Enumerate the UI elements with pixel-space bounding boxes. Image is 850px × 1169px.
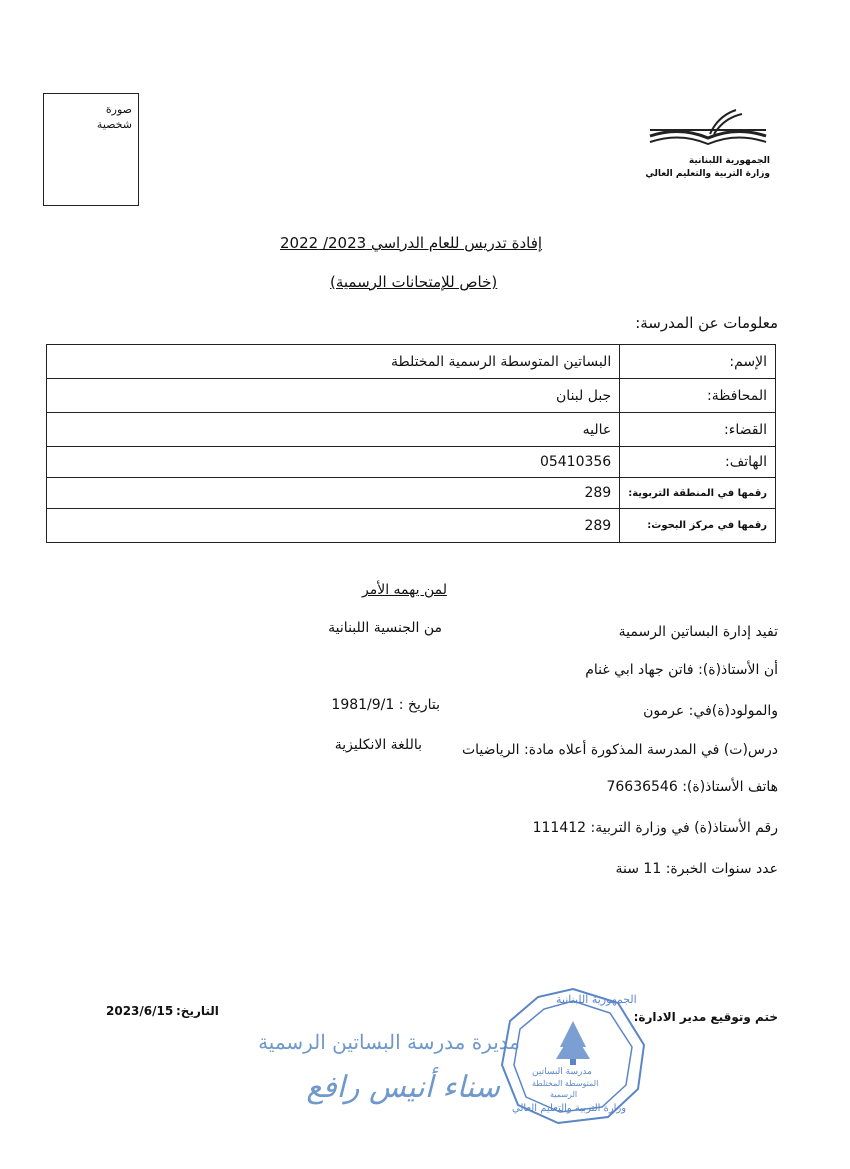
body-line-5: هاتف الأستاذ(ة): 76636546 [606,779,778,795]
school-name-label: الإسم: [620,345,776,379]
research-number-value: 289 [47,509,620,543]
signature-title: مديرة مدرسة البساتين الرسمية [258,1030,520,1054]
table-row [47,478,776,509]
photo-label: صورة شخصية [96,103,132,131]
table-row [47,447,776,478]
body-line-7: عدد سنوات الخبرة: 11 سنة [615,861,778,877]
school-name-value: البساتين المتوسطة الرسمية المختلطة [47,345,620,379]
phone-value: 05410356 [47,447,620,478]
stamp-inner-line-3: الرسمية [550,1090,578,1099]
region-number-label: رقمها في المنطقة التربوية: [620,478,776,509]
date-value: 2023/6/15 [106,1004,174,1018]
district-label: القضاء: [620,413,776,447]
body-line-1b: من الجنسية اللبنانية [328,620,442,636]
date-label: التاريخ: [176,1004,219,1018]
body-line-4a: درس(ت) في المدرسة المذكورة أعلاه مادة: الرياضيات [461,742,778,758]
stamp-outer-bottom: وزارة التربية والتعليم العالي [512,1103,627,1114]
school-info-table [46,344,776,543]
region-number-value: 289 [47,478,620,509]
body-line-3a: والمولود(ة)في: عرمون [643,703,778,719]
document-title: إفادة تدريس للعام الدراسي 2023/ 2022 [280,234,543,252]
table-row [47,509,776,543]
table-row [47,379,776,413]
book-icon [640,108,770,153]
official-stamp [498,985,648,1125]
stamp-signature-label: ختم وتوقيع مدير الادارة: [633,1010,778,1024]
district-value: عاليه [47,413,620,447]
body-line-2: أن الأستاذ(ة): فاتن جهاد ابي غنام [585,662,778,678]
governorate-value: جبل لبنان [47,379,620,413]
to-whom-heading: لمن يهمه الأمر [362,582,447,598]
body-line-6: رقم الأستاذ(ة) في وزارة التربية: 111412 [532,820,778,836]
table-row [47,413,776,447]
document-subtitle: (خاص للإمتحانات الرسمية) [330,273,498,291]
body-line-1a: تفيد إدارة البساتين الرسمية [618,624,778,640]
ministry-logo: الجمهورية اللبنانية وزارة التربية والتعليم العالي [640,108,770,183]
governorate-label: المحافظة: [620,379,776,413]
photo-placeholder [43,93,139,206]
table-row [47,345,776,379]
stamp-inner-line-1: مدرسة البساتين [532,1067,592,1077]
body-line-3b: بتاريخ : 1981/9/1 [331,697,440,713]
phone-label: الهاتف: [620,447,776,478]
stamp-outer-top: الجمهورية اللبنانية [556,993,637,1006]
school-section-title: معلومات عن المدرسة: [635,314,778,332]
signature-name: سناء أنيس رافع [306,1070,500,1105]
research-number-label: رقمها في مركز البحوث: [620,509,776,543]
stamp-inner-line-2: المتوسطة المختلطة [532,1079,599,1088]
body-line-4b: باللغة الانكليزية [334,737,422,753]
